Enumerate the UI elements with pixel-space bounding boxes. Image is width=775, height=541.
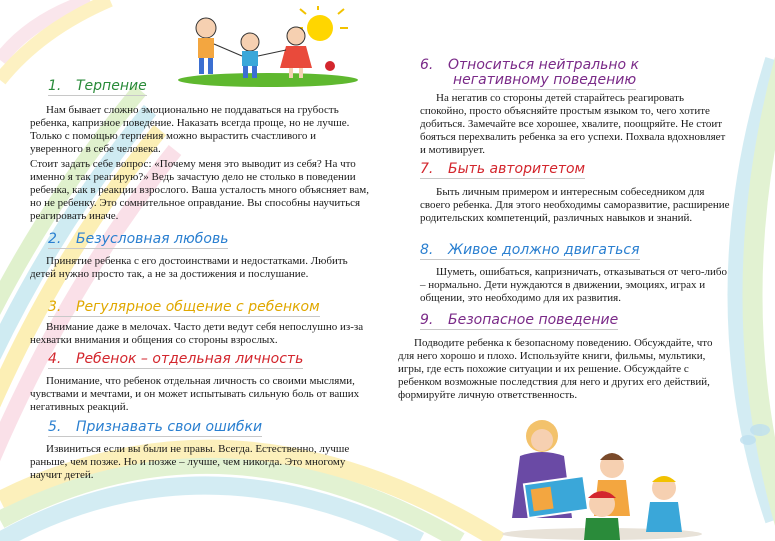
teacher-reading-illustration [492,408,712,541]
section-1-para-1: Нам бывает сложно эмоционально не поддаваться на грубость ребенка, капризное поведение. Наказать всегда проще, но не лучше. Только с помощью терпения можно вырастить счастливого и уверенного в себе человека. [30,104,350,155]
section-6-heading-line2: негативному поведению [453,72,637,88]
section-3-heading: 3. Регулярное общение с ребенком [48,299,320,315]
section-4-title: Ребенок – отдельная личность [76,351,304,367]
children-sun-illustration [168,6,358,88]
section-9-para: Подводите ребенка к безопасному поведению. Обсуждайте, что для него хорошо и плохо. Используйте книги, фильмы, мультики, игры, где есть похожие ситуации и их решение. Обсуждайте с ребенком возможные последствия для него и других его действий, формируйте личную ответственность. [398,337,713,401]
section-3-title: Регулярное общение с ребенком [76,299,320,315]
section-9-heading: 9. Безопасное поведение [420,312,619,328]
section-3-para: Внимание даже в мелочах. Часто дети ведут себя непослушно из-за нехватки внимания и общения со стороны взрослых. [30,321,364,346]
section-5-para: Извиниться если вы были не правы. Всегда. Естественно, лучше раньше, чем позже. Но и позже – лучше, чем никогда. Это многому научит детей. [30,443,350,481]
section-7-title: Быть авторитетом [448,161,586,177]
section-6-para: На негатив со стороны детей старайтесь реагировать спокойно, просто объясняйте простым языком то, чего хотите добиться. Замечайте все хорошее, хвалите, поощряйте. Не стоит бояться перехвалить ребенка за его успехи. Похвала вдохновляет и мотивирует. [420,92,726,156]
section-8-heading: 8. Живое должно двигаться [420,242,640,258]
section-6-heading: 6. Относиться нейтрально к [420,57,639,73]
section-1-heading: 1. Терпение [48,78,147,94]
section-8-para: Шуметь, ошибаться, капризничать, отказываться от чего-либо – нормально. Дети нуждаются в движении, эмоциях, играх и общении, это необходимо для их развития. [420,266,728,304]
section-7-para: Быть личным примером и интересным собеседником для своего ребенка. Для этого необходимы саморазвитие, расширение родительских компетенций, различных навыков и знаний. [420,186,730,224]
section-4-heading: 4. Ребенок – отдельная личность [48,351,304,367]
section-9-title: Безопасное поведение [448,312,619,328]
section-5-heading: 5. Признавать свои ошибки [48,419,263,435]
section-1-para-2: Стоит задать себе вопрос: «Почему меня это выводит из себя? На что именно я так реагирую?» Ведь зачастую дело не столько в поведении ребенка, как в реакции взрослого. Ваша усталость много объясняет вам, но не ребенку. Это сомнительное оправдание. Вы способны научиться реагировать иначе. [30,158,369,222]
section-6-title: Относиться нейтрально к [448,57,639,73]
section-2-para: Принятие ребенка с его достоинствами и недостатками. Любить детей нужно просто так, а не за достижения и послушание. [30,255,348,280]
section-5-title: Признавать свои ошибки [76,419,263,435]
section-1-title: Терпение [76,78,147,94]
section-7-heading: 7. Быть авторитетом [420,161,586,177]
section-2-title: Безусловная любовь [76,231,229,247]
section-8-title: Живое должно двигаться [448,242,640,258]
section-4-para: Понимание, что ребенок отдельная личность со своими мыслями, чувствами и мечтами, и он может испытывать сильную боль от ваших негативных реакций. [30,375,360,413]
section-2-heading: 2. Безусловная любовь [48,231,229,247]
